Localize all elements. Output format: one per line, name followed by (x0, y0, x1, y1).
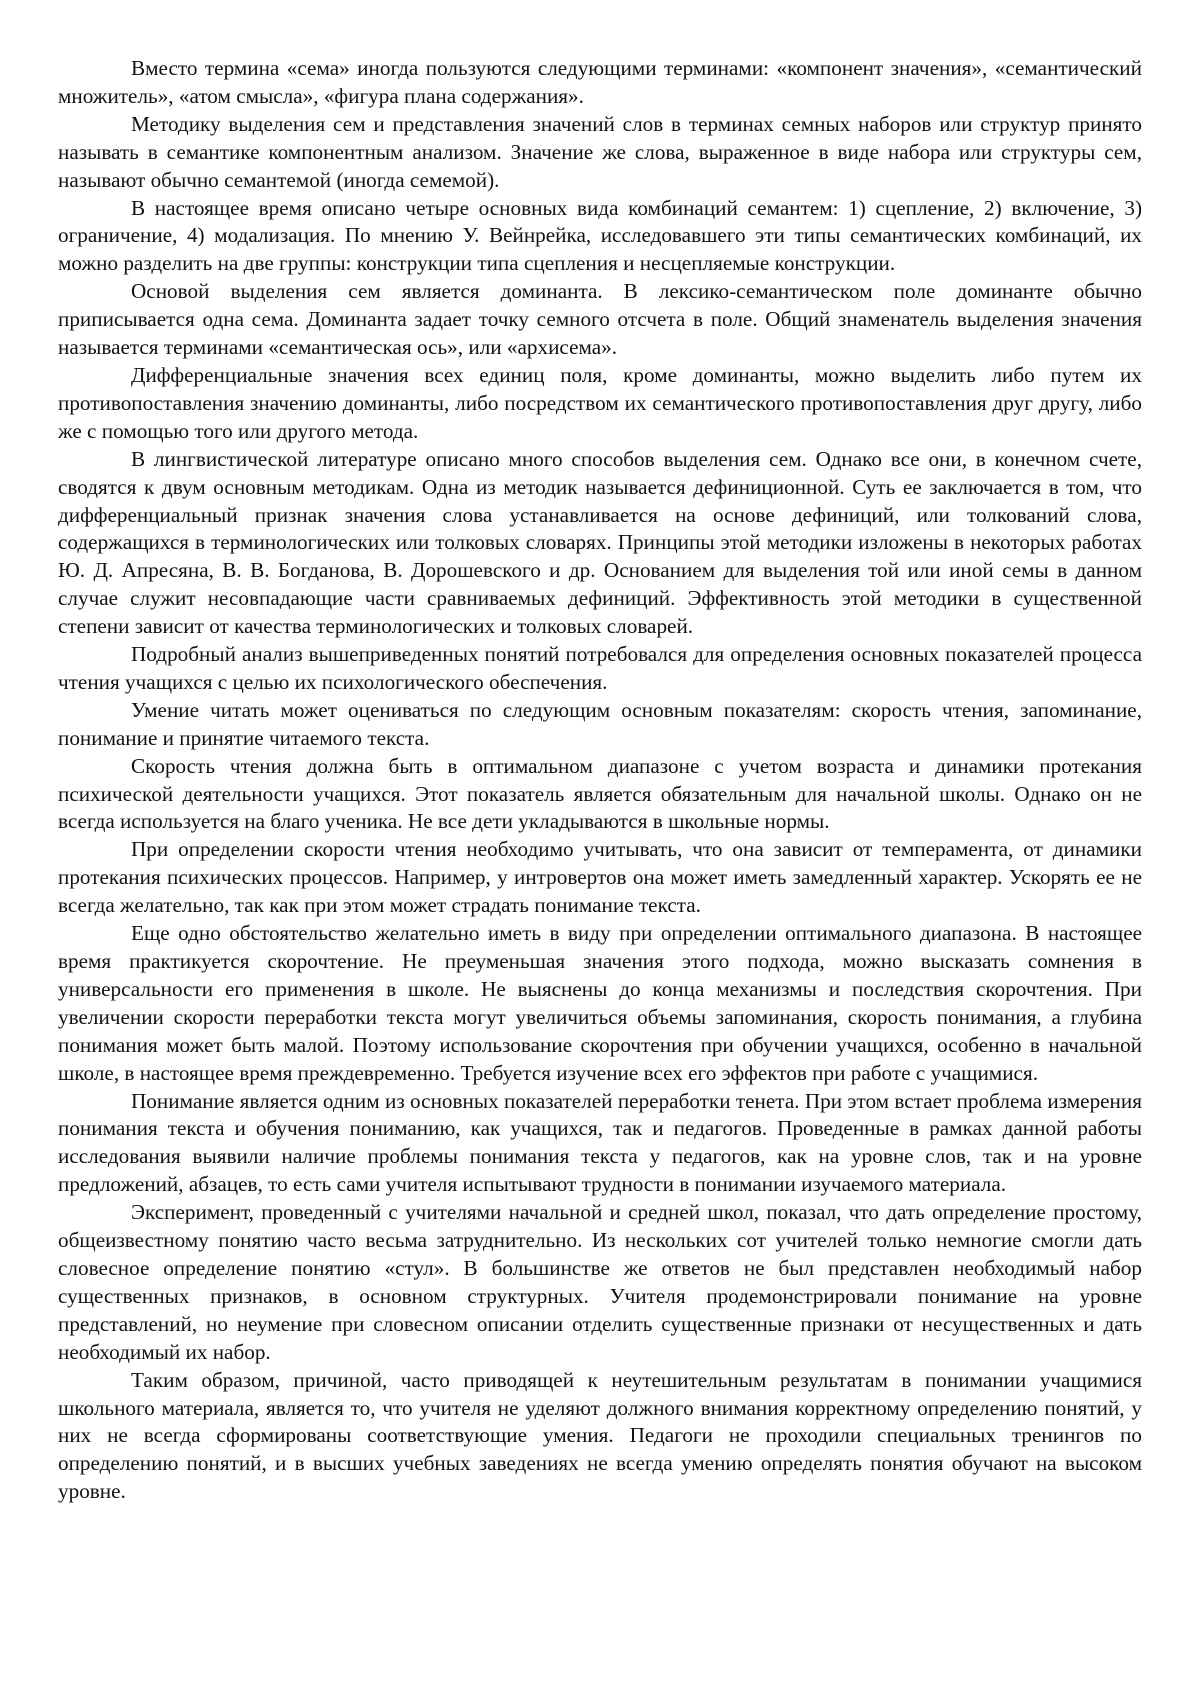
paragraph-13: Эксперимент, проведенный с учителями начальной и средней школ, показал, что дать определение простому, общеизвестному понятию часто весьма затруднительно. Из нескольких сот учителей только немногие смогли дать словесное определение понятию «стул». В большинстве же ответов не был представлен необходимый набор существенных признаков, в основном структурных. Учителя продемонстрировали понимание на уровне представлений, но неумение при словесном описании отделить существенные признаки от несущественных и дать необходимый их набор. (58, 1200, 1142, 1364)
paragraph-2: Методику выделения сем и представления значений слов в терминах семных наборов или структур принято называть в семантике компонентным анализом. Значение же слова, выраженное в виде набора или структуры сем, называют обычно семантемой (иногда семемой). (58, 111, 1142, 192)
paragraph-9: Скорость чтения должна быть в оптимальном диапазоне с учетом возраста и динамики протекания психической деятельности учащихся. Этот показатель является обязательным для начальной школы. Однако он не всегда используется на благо ученика. Не все дети укладываются в школьные нормы. (58, 753, 1142, 834)
paragraph-14: Таким образом, причиной, часто приводящей к неутешительным результатам в понимании учащимися школьного материала, является то, что учителя не уделяют должного внимания корректному определению понятий, у них не всегда сформированы соответствующие умения. Педагоги не проходили специальных тренингов по определению понятий, и в высших учебных заведениях не всегда умению определять понятия обучают на высоком уровне. (58, 1367, 1142, 1504)
paragraph-7: Подробный анализ вышеприведенных понятий потребовался для определения основных показателей процесса чтения учащихся с целью их психологического обеспечения. (58, 642, 1142, 694)
document-page (58, 55, 1142, 1506)
paragraph-4: Основой выделения сем является доминанта. В лексико-семантическом поле доминанте обычно приписывается одна сема. Доминанта задает точку семного отсчета в поле. Общий знаменатель выделения значения называется терминами «семантическая ось», или «архисема». (58, 279, 1142, 360)
paragraph-8: Умение читать может оцениваться по следующим основным показателям: скорость чтения, запоминание, понимание и принятие читаемого текста. (58, 697, 1142, 750)
paragraph-11: Еще одно обстоятельство желательно иметь в виду при определении оптимального диапазона. В настоящее время практикуется скорочтение. Не преуменьшая значения этого подхода, можно высказать сомнения в универсальности его применения в школе. Не выяснены до конца механизмы и последствия скорочтения. При увеличении скорости переработки текста могут увеличиться объемы запоминания, скорость понимания, а глубина понимания может быть малой. Поэтому использование скорочтения при обучении учащихся, особенно в начальной школе, в настоящее время преждевременно. Требуется изучение всех его эффектов при работе с учащимися. (58, 921, 1142, 1085)
paragraph-12: Понимание является одним из основных показателей переработки тенета. При этом встает проблема измерения понимания текста и обучения пониманию, как учащихся, так и педагогов. Проведенные в рамках данной работы исследования выявили наличие проблемы понимания текста у педагогов, как на уровне слов, так и на уровне предложений, абзацев, то есть сами учителя испытывают трудности в понимании изучаемого материала. (58, 1088, 1142, 1197)
paragraph-6: В лингвистической литературе описано много способов выделения сем. Однако все они, в конечном счете, сводятся к двум основным методикам. Одна из методик называется дефиниционной. Суть ее заключается в том, что дифференциальный признак значения слова устанавливается на основе дефиниций, или толкований слова, содержащихся в терминологических или толковых словарях. Принципы этой методики изложены в некоторых работах Ю. Д. Апресяна, В. В. Богданова, В. Дорошевского и др. Основанием для выделения той или иной семы в данном случае служит несовпадающие части сравниваемых дефиниций. Эффективность этой методики в существенной степени зависит от качества терминологических и толковых словарей. (58, 446, 1142, 639)
paragraph-3: В настоящее время описано четыре основных вида комбинаций семантем: 1) сцепление, 2) включение, 3) ограничение, 4) модализация. По мнению У. Вейнрейка, исследовавшего эти типы семантических комбинаций, их можно разделить на две группы: конструкции типа сцепления и несцепляемые конструкции. (58, 195, 1142, 276)
paragraph-10: При определении скорости чтения необходимо учитывать, что она зависит от темперамента, от динамики протекания психических процессов. Например, у интровертов она может иметь замедленный характер. Ускорять ее не всегда желательно, так как при этом может страдать понимание текста. (58, 837, 1142, 918)
paragraph-5: Дифференциальные значения всех единиц поля, кроме доминанты, можно выделить либо путем их противопоставления значению доминанты, либо посредством их семантического противопоставления друг другу, либо же с помощью того или другого метода. (58, 362, 1142, 443)
paragraph-1: Вместо термина «сема» иногда пользуются следующими терминами: «компонент значения», «семантический множитель», «атом смысла», «фигура плана содержания». (58, 56, 1142, 108)
